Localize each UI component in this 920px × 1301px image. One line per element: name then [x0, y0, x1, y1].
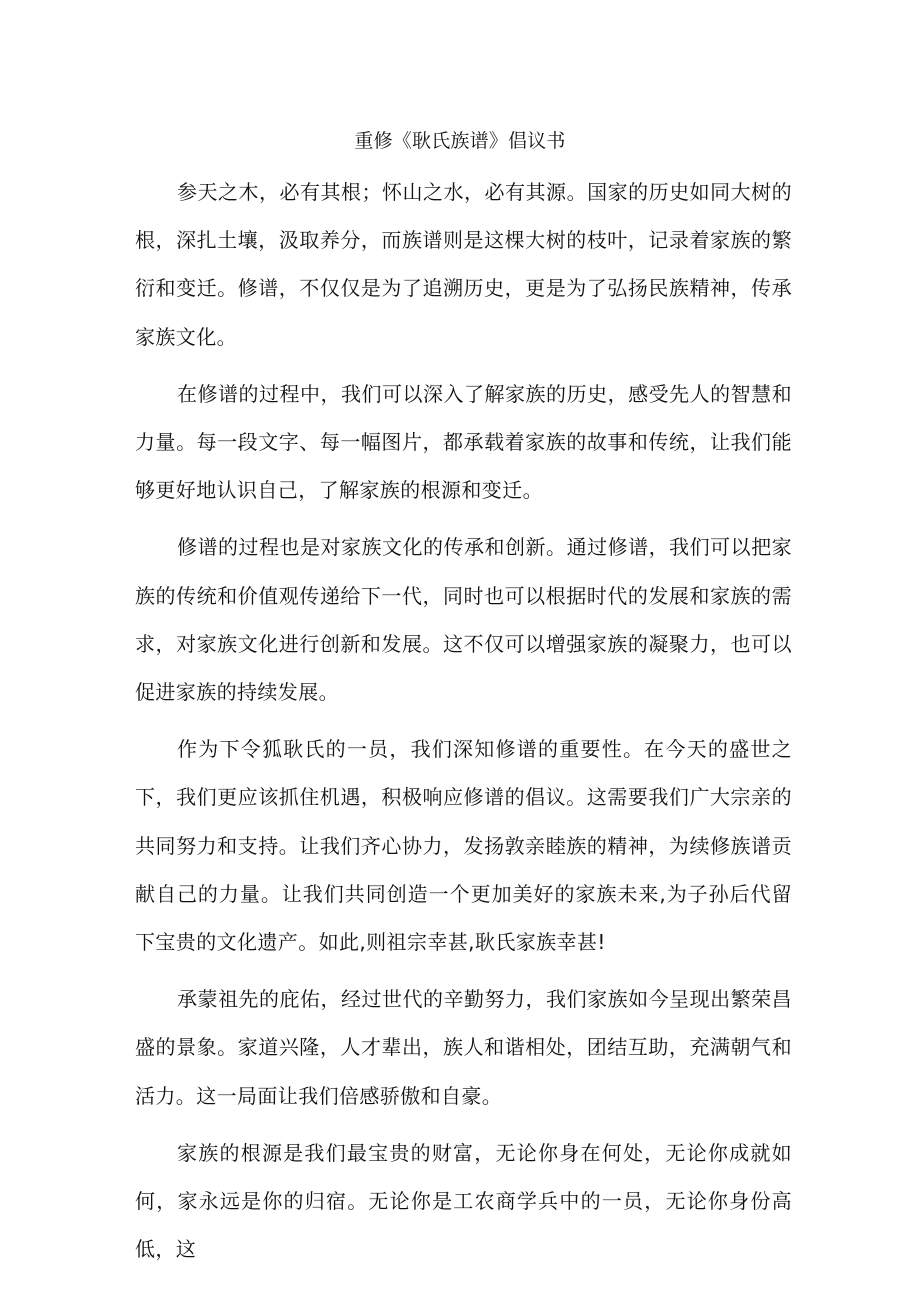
paragraph: 在修谱的过程中，我们可以深入了解家族的历史，感受先人的智慧和力量。每一段文字、每一幅图片，都承载着家族的故事和传统，让我们能够更好地认识自己，了解家族的根源和变迁。 [135, 381, 792, 503]
paragraph: 家族的根源是我们最宝贵的财富，无论你身在何处，无论你成就如何，家永远是你的归宿。无论你是工农商学兵中的一员，无论你身份高低，这 [135, 1140, 792, 1262]
paragraph: 修谱的过程也是对家族文化的传承和创新。通过修谱，我们可以把家族的传统和价值观传递给下一代，同时也可以根据时代的发展和家族的需求，对家族文化进行创新和发展。这不仅可以增强家族的凝聚力，也可以促进家族的持续发展。 [135, 535, 792, 705]
document-title: 重修《耿氏族谱》倡议书 [354, 130, 566, 152]
paragraph: 承蒙祖先的庇佑，经过世代的辛勤努力，我们家族如今呈现出繁荣昌盛的景象。家道兴隆，人才辈出，族人和谐相处，团结互助，充满朝气和活力。这一局面让我们倍感骄傲和自豪。 [135, 987, 792, 1108]
document-body [135, 168, 792, 1282]
paragraph: 参天之木，必有其根；怀山之水，必有其源。国家的历史如同大树的根，深扎土壤，汲取养分，而族谱则是这棵大树的枝叶，记录着家族的繁衍和变迁。修谱，不仅仅是为了追溯历史，更是为了弘扬民族精神，传承家族文化。 [135, 180, 792, 349]
paragraph: 作为下令狐耿氏的一员，我们深知修谱的重要性。在今天的盛世之下，我们更应该抓住机遇，积极响应修谱的倡议。这需要我们广大宗亲的共同努力和支持。让我们齐心协力，发扬敦亲睦族的精神，为续修族谱贡献自己的力量。让我们共同创造一个更加美好的家族未来,为子孙后代留下宝贵的文化遗产。如此,则祖宗幸甚,耿氏家族幸甚! [135, 737, 792, 955]
